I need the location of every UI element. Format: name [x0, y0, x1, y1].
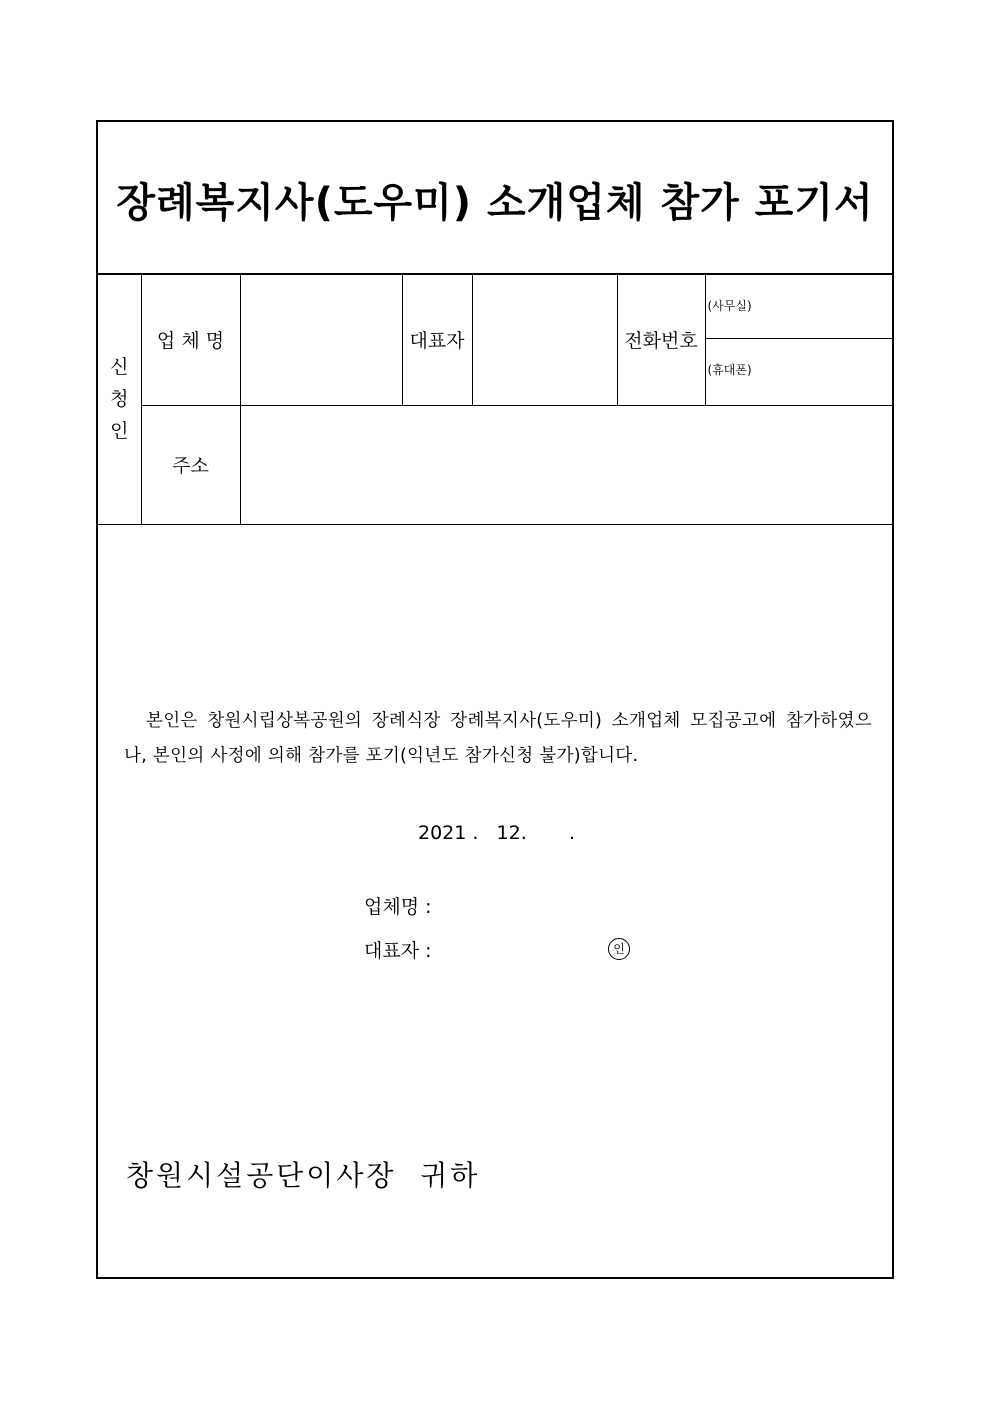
address-label: 주소 — [172, 455, 209, 477]
applicant-section-label-cell — [98, 275, 141, 524]
company-name-label-cell — [141, 275, 240, 405]
signature-representative-line: 대표자 : — [364, 940, 432, 962]
representative-label-cell — [402, 275, 472, 405]
phone-office-label: (사무실) — [707, 299, 752, 313]
form-frame — [96, 120, 894, 1279]
phone-label: 전화번호 — [624, 330, 698, 353]
signature-company-line: 업체명 : — [364, 896, 432, 918]
addressee-text: 창원시설공단이사장 귀하 — [126, 1159, 481, 1192]
statement-text: 본인은 창원시립상복공원의 장례식장 장례복지사(도우미) 소개업체 모집공고에 참가하였으나, 본인의 사정에 의해 참가를 포기(익년도 참가신청 불가)합니다. — [124, 711, 872, 766]
seal-mark: 인 — [608, 938, 630, 960]
applicant-table — [98, 275, 894, 525]
company-name-field[interactable] — [240, 275, 402, 405]
title-box — [98, 122, 892, 275]
phone-label-cell — [617, 275, 705, 405]
address-field[interactable] — [240, 405, 894, 524]
company-name-label: 업 체 명 — [156, 330, 225, 353]
phone-mobile-field[interactable] — [706, 339, 895, 403]
representative-field[interactable] — [472, 275, 617, 405]
document-title: 장례복지사(도우미) 소개업체 참가 포기서 — [116, 180, 874, 226]
applicant-section-label: 신청인 — [110, 356, 129, 443]
phone-mobile-label: (휴대폰) — [707, 363, 752, 377]
representative-label: 대표자 — [409, 330, 465, 353]
date-line: 2021 . 12. . — [418, 822, 576, 844]
phone-office-field[interactable] — [706, 275, 895, 339]
phone-fields — [705, 275, 894, 405]
address-label-cell — [141, 405, 240, 524]
